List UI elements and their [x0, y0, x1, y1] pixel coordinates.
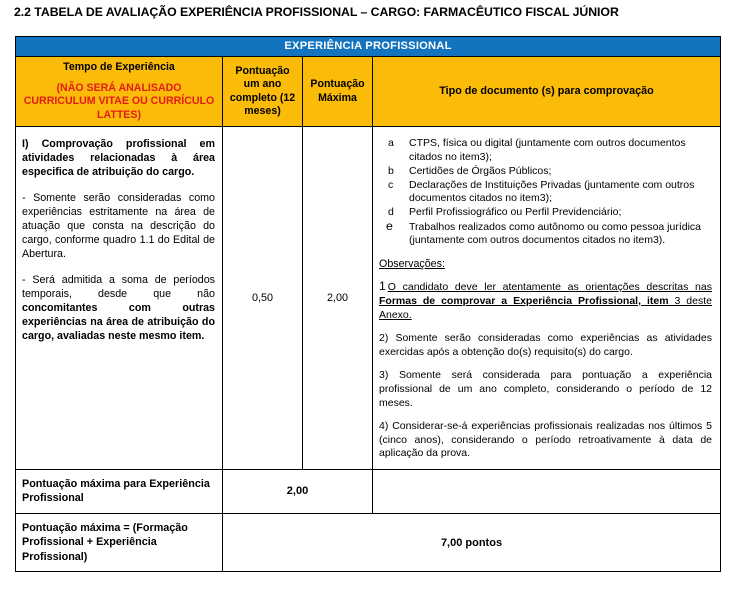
header-score-one-year: Pontuação um ano completo (12 meses) — [223, 57, 303, 127]
observation-note-4: 4) Considerar-se-á experiências profissionais realizadas nos últimos 5 (cinco anos), considerando o período retroativamente à data de aplicação da prova. — [379, 420, 712, 460]
documents-cell — [373, 127, 721, 470]
criteria-paragraph-2 — [22, 273, 215, 344]
footer-row-max-experience — [16, 469, 721, 513]
footer-total-value: 7,00 pontos — [223, 513, 721, 572]
observations-label: Observações: — [379, 257, 445, 270]
list-item-text: Trabalhos realizados como autônomo ou como pessoa jurídica (juntamente com outros documentos citados no item3). — [409, 220, 702, 247]
page-title: 2.2 TABELA DE AVALIAÇÃO EXPERIÊNCIA PROFISSIONAL – CARGO: FARMACÊUTICO FISCAL JÚNIOR — [14, 5, 619, 19]
header-document-types: Tipo de documento (s) para comprovação — [373, 57, 721, 127]
observation-note-1-part2: 3 deste Anexo. — [379, 294, 712, 321]
list-marker: a — [388, 137, 394, 149]
list-marker: d — [388, 206, 394, 219]
table-header-row — [16, 57, 721, 127]
header-time-experience-warning: (NÃO SERÁ ANALISADO CURRICULUM VITAE OU CURRÍCULO LATTES) — [23, 81, 215, 121]
table-body-row — [16, 127, 721, 470]
list-item — [379, 218, 712, 248]
list-item-text: Perfil Profissiográfico ou Perfil Previdenciário; — [409, 206, 622, 219]
footer-max-experience-value: 2,00 — [223, 469, 373, 513]
table-banner-title: EXPERIÊNCIA PROFISSIONAL — [16, 37, 721, 57]
observation-note-3: 3) Somente será considerada para pontuação a experiência profissional de um ano completo, considerando o período de 12 meses. — [379, 369, 712, 409]
list-item — [379, 137, 712, 164]
list-item — [379, 179, 712, 206]
header-time-experience — [16, 57, 223, 127]
document-types-list — [379, 137, 712, 248]
score-one-year-value: 0,50 — [223, 127, 303, 470]
criteria-cell — [16, 127, 223, 470]
list-item — [379, 206, 712, 220]
evaluation-table — [15, 36, 721, 572]
footer-max-experience-empty — [373, 469, 721, 513]
score-max-value: 2,00 — [303, 127, 373, 470]
observation-note-1-number: 1 — [379, 279, 386, 294]
list-marker: c — [388, 178, 394, 191]
header-score-max: Pontuação Máxima — [303, 57, 373, 127]
observation-note-1-bold: Formas de comprovar a Experiência Profissional, item — [379, 294, 669, 307]
list-item — [379, 165, 712, 179]
criteria-paragraph-2-bold: concomitantes com outras experiências na área de atribuição do cargo, avaliadas neste mesmo item. — [22, 302, 215, 343]
list-marker: b — [388, 164, 394, 177]
observation-note-1-part1: O candidato deve ler atentamente as orientações descritas nas — [387, 281, 712, 294]
observation-note-2: 2) Somente serão consideradas como experiências as atividades exercidas após a obtenção do(s) requisito(s) do cargo. — [379, 332, 712, 358]
evaluation-table-container — [15, 36, 720, 572]
observation-note-1 — [379, 280, 712, 322]
criteria-heading: I) Comprovação profissional em atividades relacionadas à área especifica de atribuição do cargo. — [22, 138, 215, 179]
list-item-text: Certidões de Órgãos Públicos; — [409, 164, 552, 177]
footer-total-label: Pontuação máxima = (Formação Profissional + Experiência Profissional) — [16, 513, 223, 572]
list-marker: e — [386, 218, 393, 233]
criteria-paragraph-1: - Somente serão consideradas como experiências estritamente na área de atuação que consta na descrição do cargo, conforme quadro 1.1 do Edital de Abertura. — [22, 191, 215, 261]
header-time-experience-label: Tempo de Experiência — [63, 61, 175, 73]
criteria-paragraph-2-plain: - Será admitida a soma de períodos temporais, desde que não — [22, 273, 215, 300]
footer-max-experience-label: Pontuação máxima para Experiência Profissional — [16, 469, 223, 513]
list-item-text: CTPS, física ou digital (juntamente com outros documentos citados no item3); — [409, 137, 686, 163]
list-item-text: Declarações de Instituições Privadas (juntamente com outros documentos citados no item3); — [409, 178, 695, 205]
table-banner-row — [16, 37, 721, 57]
footer-row-total — [16, 513, 721, 572]
